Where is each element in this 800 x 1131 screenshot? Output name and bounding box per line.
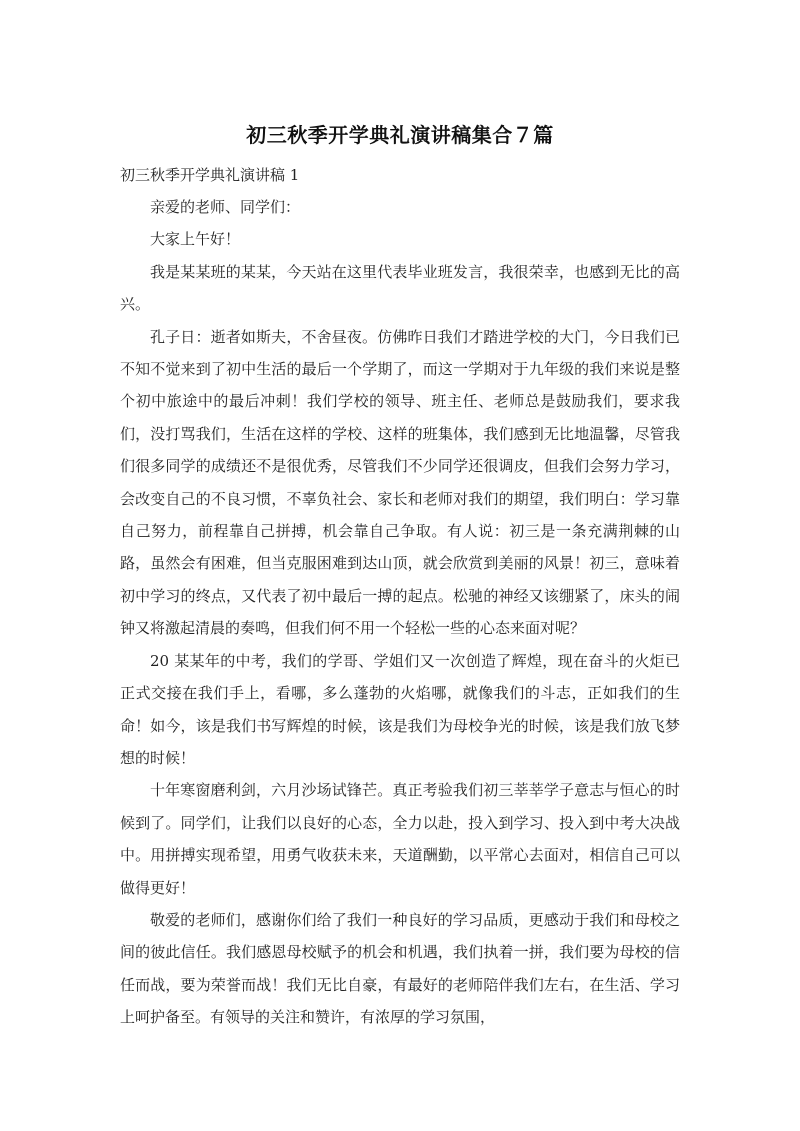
salutation-paragraph: 大家上午好！ <box>150 230 241 249</box>
body-paragraph: 孔子日：逝者如斯夫，不舍昼夜。仿佛昨日我们才踏进学校的大门，今日我们已不知不觉来到了初中生活的最后一个学期了，而这一学期对于九年级的我们来说是整个初中旅途中的最后冲刺！我们学校的领导、班主任、老师总是鼓励我们，要求我们，没打骂我们，生活在这样的学校、这样的班集体，我们感到无比地温馨，尽管我们很多同学的成绩还不是很优秀，尽管我们不少同学还很调皮，但我们会努力学习，会改变自己的不良习惯，不辜负社会、家长和老师对我们的期望，我们明白：学习靠自己努力，前程靠自己拼搏，机会靠自己争取。有人说：初三是一条充满荆棘的山路，虽然会有困难，但当克服困难到达山顶，就会欣赏到美丽的风景！初三，意味着初中学习的终点，又代表了初中最后一搏的起点。松驰的神经又该绷紧了，床头的闹钟又将激起清晨的奏鸣，但我们何不用一个轻松一些的心态来面对呢？ <box>120 327 680 638</box>
body-paragraph: 我是某某班的某某，今天站在这里代表毕业班发言，我很荣幸，也感到无比的高兴。 <box>120 262 680 314</box>
speech-heading: 初三秋季开学典礼演讲稿 1 <box>120 166 300 184</box>
greeting-paragraph: 亲爱的老师、同学们： <box>150 198 301 216</box>
body-paragraph: 十年寒窗磨利剑，六月沙场试锋芒。真正考验我们初三莘莘学子意志与恒心的时候到了。同学们，让我们以良好的心态，全力以赴，投入到学习、投入到中考大决战中。用拼搏实现希望，用勇气收获未来，天道酬勤，以平常心去面对，相信自己可以做得更好！ <box>120 781 680 897</box>
body-paragraph: 20 某某年的中考，我们的学哥、学姐们又一次创造了辉煌，现在奋斗的火炬已正式交接在我们手上，看哪，多么蓬勃的火焰哪，就像我们的斗志，正如我们的生命！如今，该是我们书写辉煌的时候，该是我们为母校争光的时候，该是我们放飞梦想的时候！ <box>120 651 680 767</box>
body-paragraph: 敬爱的老师们，感谢你们给了我们一种良好的学习品质，更感动于我们和母校之间的彼此信任。我们感恩母校赋予的机会和机遇，我们执着一拼，我们要为母校的信任而战，要为荣誉而战！我们无比自豪，有最好的老师陪伴我们左右，在生活、学习上呵护备至。有领导的关注和赞许，有浓厚的学习氛围， <box>120 910 680 1027</box>
document-title: 初三秋季开学典礼演讲稿集合７篇 <box>246 123 554 147</box>
document-body <box>120 191 680 1034</box>
